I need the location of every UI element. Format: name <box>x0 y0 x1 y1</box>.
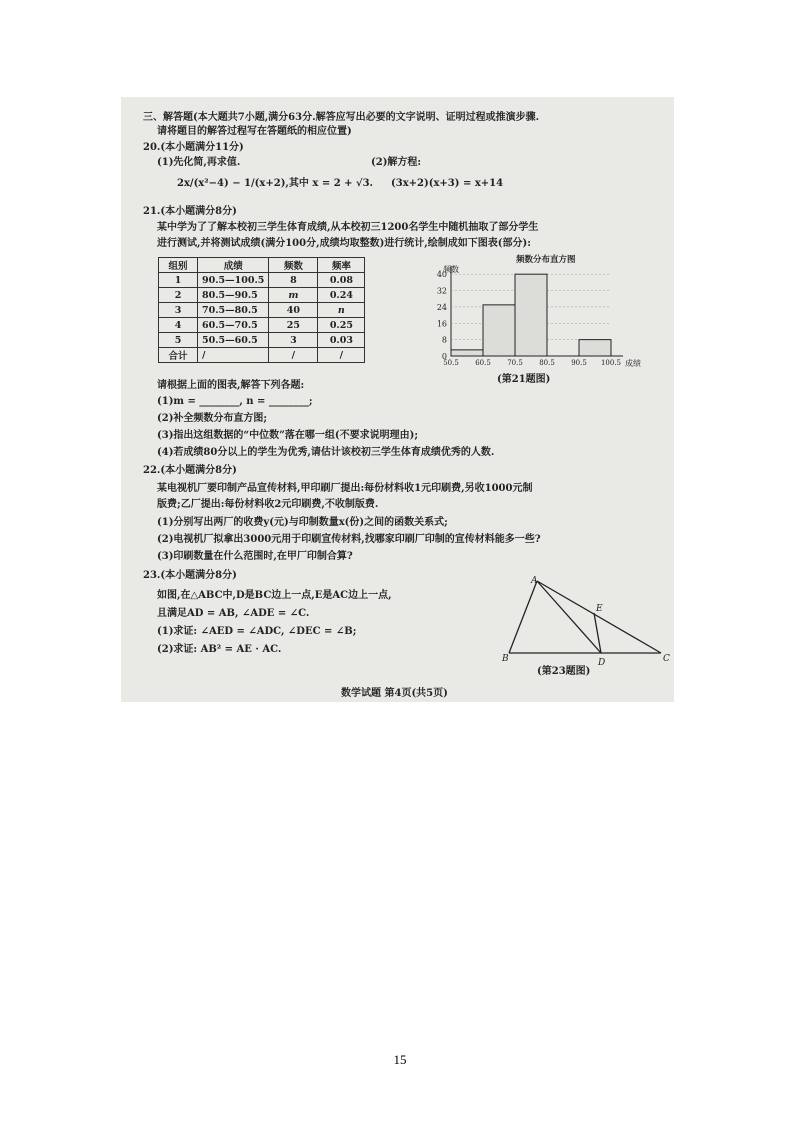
table-cell: 80.5—90.5 <box>198 288 269 303</box>
q21-intro-line1: 某中学为了了解本校初三学生体育成绩,从本校初三1200名学生中随机抽取了部分学生 <box>157 222 539 233</box>
table-cell: / <box>198 348 269 363</box>
q21-sub1: (1)m = ________, n = ________; <box>157 396 313 407</box>
table-cell: 8 <box>269 273 318 288</box>
y-tick-label: 0 <box>441 352 447 361</box>
table-cell: 70.5—80.5 <box>198 303 269 318</box>
q23-sub1: (1)求证: ∠AED = ∠ADC, ∠DEC = ∠B; <box>157 626 357 637</box>
q21-figure-caption: (第21题图) <box>497 374 551 385</box>
table-cell: n <box>318 303 365 318</box>
page-number: 15 <box>393 1052 407 1067</box>
table-cell: m <box>269 288 318 303</box>
table-row <box>159 318 365 333</box>
table-cell: 1 <box>159 273 198 288</box>
frequency-table <box>158 257 365 363</box>
q23-figure-caption: (第23题图) <box>537 666 591 677</box>
table-cell: 90.5—100.5 <box>198 273 269 288</box>
table-cell: 0.03 <box>318 333 365 348</box>
histogram-bar <box>579 340 611 356</box>
point-label-b: B <box>502 654 509 664</box>
table-cell: 60.5—70.5 <box>198 318 269 333</box>
q20-part2: (2)解方程: <box>371 157 422 168</box>
q22-sub3: (3)印刷数量在什么范围时,在甲厂印制合算? <box>157 551 353 562</box>
x-tick-label: 100.5 <box>600 359 622 367</box>
q20-part2-expression: (3x+2)(x+3) = x+14 <box>391 178 504 189</box>
x-tick-label: 70.5 <box>507 359 523 367</box>
x-tick-label: 90.5 <box>571 359 587 367</box>
table-cell: 0.24 <box>318 288 365 303</box>
q21-sub4: (4)若成绩80分以上的学生为优秀,请估计该校初三学生体育成绩优秀的人数. <box>157 447 495 458</box>
q23-intro-line1: 如图,在△ABC中,D是BC边上一点,E是AC边上一点, <box>157 590 392 601</box>
table-cell: 3 <box>159 303 198 318</box>
q20-header: 20.(本小题满分11分) <box>143 142 244 153</box>
table-cell: / <box>269 348 318 363</box>
table-cell: 40 <box>269 303 318 318</box>
q23-header: 23.(本小题满分8分) <box>143 570 237 581</box>
table-cell: 5 <box>159 333 198 348</box>
segment-ad <box>537 581 601 653</box>
y-tick-label: 24 <box>436 302 447 312</box>
q22-intro-line1: 某电视机厂要印制产品宣传材料,甲印刷厂提出:每份材料收1元印刷费,另收1000元制 <box>157 483 533 494</box>
q21-header: 21.(本小题满分8分) <box>143 206 237 217</box>
x-tick-label: 50.5 <box>443 359 459 367</box>
segment-ab <box>509 581 537 653</box>
q21-intro-line2: 进行测试,并将测试成绩(满分100分,成绩均取整数)进行统计,绘制成如下图表(部分): <box>157 238 531 249</box>
q21-sub3: (3)指出这组数据的“中位数”落在哪一组(不要求说明理由); <box>157 430 419 441</box>
table-header-cell: 成绩 <box>198 258 269 273</box>
x-tick-label: 60.5 <box>475 359 491 367</box>
table-cell: 0.08 <box>318 273 365 288</box>
point-label-d: D <box>598 658 606 668</box>
y-tick-label: 40 <box>436 270 447 280</box>
table-cell: 2 <box>159 288 198 303</box>
x-tick-label: 80.5 <box>539 359 555 367</box>
table-cell: 3 <box>269 333 318 348</box>
table-row <box>159 333 365 348</box>
point-label-e: E <box>596 604 603 614</box>
point-label-c: C <box>663 654 670 664</box>
y-axis-label: 频数 <box>443 265 459 274</box>
section-note: 请将题目的解答过程写在答题纸的相应位置) <box>157 126 352 137</box>
table-header-cell: 频数 <box>269 258 318 273</box>
table-cell: 4 <box>159 318 198 333</box>
y-tick-label: 32 <box>436 286 447 296</box>
histogram-bar <box>483 305 515 356</box>
table-row <box>159 348 365 363</box>
q22-header: 22.(本小题满分8分) <box>143 465 237 476</box>
q21-ask: 请根据上面的图表,解答下列各题: <box>157 380 305 391</box>
y-tick-label: 16 <box>436 319 447 329</box>
q20-part1: (1)先化简,再求值. <box>157 157 241 168</box>
footer: 数学试题 第4页(共5页) <box>341 688 448 699</box>
q22-sub1: (1)分别写出两厂的收费y(元)与印制数量x(份)之间的函数关系式; <box>157 517 448 528</box>
section-title: 三、解答题(本大题共7小题,满分63分.解答应写出必要的文字说明、证明过程或推演步骤. <box>143 112 540 123</box>
table-cell: 50.5—60.5 <box>198 333 269 348</box>
x-axis-label: 成绩 <box>625 359 641 368</box>
table-row <box>159 273 365 288</box>
q20-part1-expression: 2x/(x²−4) − 1/(x+2),其中 x = 2 + √3. <box>177 178 374 189</box>
table-cell: 0.25 <box>318 318 365 333</box>
table-row <box>159 303 365 318</box>
q21-sub2: (2)补全频数分布直方图; <box>157 413 268 424</box>
histogram-bar <box>451 350 483 356</box>
table-cell: / <box>318 348 365 363</box>
q23-intro-line2: 且满足AD = AB, ∠ADE = ∠C. <box>157 608 310 619</box>
chart-title: 频数分布直方图 <box>516 255 576 265</box>
q22-sub2: (2)电视机厂拟拿出3000元用于印刷宣传材料,找哪家印刷厂印制的宣传材料能多一些? <box>157 534 541 545</box>
table-row <box>159 288 365 303</box>
table-cell: 25 <box>269 318 318 333</box>
table-header-cell: 组别 <box>159 258 198 273</box>
frequency-histogram <box>421 252 651 372</box>
point-label-a: A <box>531 576 538 586</box>
q22-intro-line2: 版费;乙厂提出:每份材料收2元印刷费,不收制版费. <box>157 499 379 510</box>
table-header-cell: 频率 <box>318 258 365 273</box>
histogram-bar <box>515 274 547 356</box>
q23-sub2: (2)求证: AB² = AE · AC. <box>157 644 282 655</box>
table-header-row <box>159 258 365 273</box>
scanned-exam-page <box>121 97 674 702</box>
table-cell: 合计 <box>159 348 198 363</box>
y-tick-label: 8 <box>441 335 447 345</box>
